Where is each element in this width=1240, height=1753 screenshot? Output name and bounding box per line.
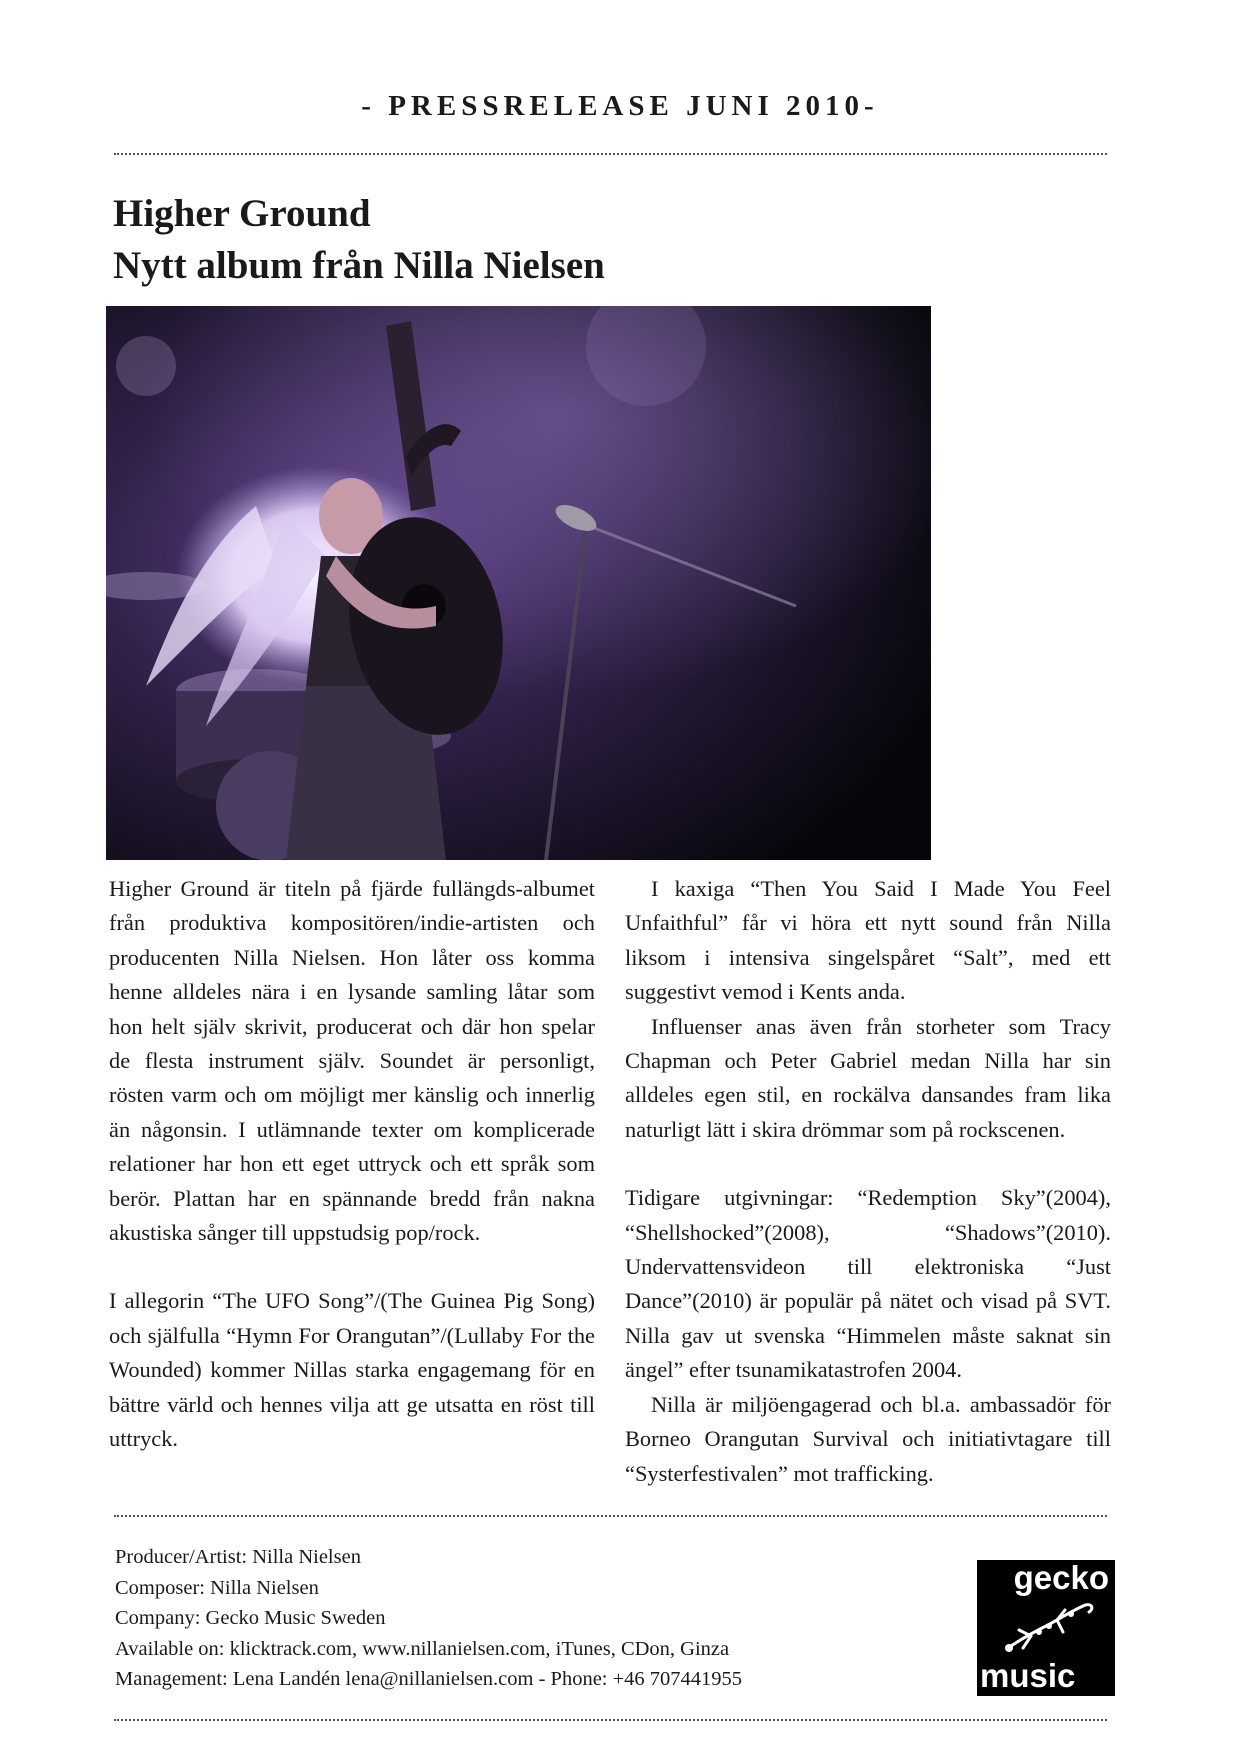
credit-management: Management: Lena Landén lena@nillanielsen.com - Phone: +46 707441955: [115, 1668, 743, 1691]
credits-block: [115, 1542, 742, 1695]
logo-text-bottom: music: [980, 1657, 1076, 1694]
divider-top: [114, 153, 1107, 155]
logo-text-top: gecko: [1013, 1559, 1109, 1596]
left-column: [109, 872, 595, 1457]
right-paragraph-4: Nilla är miljöengagerad och bl.a. ambassadör för Borneo Orangutan Survival och initiativtagare till “Systerfestivalen” mot trafficking.: [625, 1391, 1111, 1486]
credit-producer: Producer/Artist: Nilla Nielsen: [115, 1546, 361, 1568]
credit-available: Available on: klicktrack.com, www.nillanielsen.com, iTunes, CDon, Ginza: [115, 1637, 730, 1660]
concert-photo: [106, 306, 931, 860]
concert-photo-icon: [106, 306, 931, 860]
left-paragraph-1: Higher Ground är titeln på fjärde fullängds-albumet från produktiva kompositören/indie-artisten och producenten Nilla Nielsen. Hon låter oss komma henne alldeles nära i en lysande samling låtar som hon helt själv skrivit, producerat och där hon spelar de flesta instrument själv. Soundet är personligt, rösten varm och om möjligt mer känslig och innerlig än någonsin. I utlämnande texter om komplicerade relationer har hon ett eget uttryck och ett språk som berör. Plattan har en spännande bredd från nakna akustiska sånger till uppstudsig pop/rock.: [109, 876, 595, 1246]
right-paragraph-1: I kaxiga “Then You Said I Made You Feel Unfaithful” får vi höra ett nytt sound från Nilla liksom i intensiva singelspåret “Salt”, med ett suggestivt vemod i Kents anda.: [625, 876, 1111, 1005]
credit-company: Company: Gecko Music Sweden: [115, 1607, 386, 1630]
divider-middle: [114, 1515, 1107, 1517]
gecko-icon: [991, 1596, 1101, 1660]
divider-bottom: [114, 1719, 1107, 1721]
title-line-2: Nytt album från Nilla Nielsen: [113, 244, 605, 287]
right-paragraph-2: Influenser anas även från storheter som Tracy Chapman och Peter Gabriel medan Nilla har sin alldeles egen stil, en rockälva dansandes fram lika naturligt lätt i skira drömmar som på rockscenen.: [625, 1013, 1111, 1142]
gecko-music-logo: [977, 1560, 1115, 1696]
title-line-1: Higher Ground: [113, 192, 371, 235]
left-paragraph-2: I allegorin “The UFO Song”/(The Guinea Pig Song) och själfulla “Hymn For Orangutan”/(Lullaby For the Wounded) kommer Nillas starka engagemang för en bättre värld och hennes vilja att ge utsatta en röst till uttryck.: [109, 1288, 595, 1452]
right-paragraph-3: Tidigare utgivningar: “Redemption Sky”(2004), “Shellshocked”(2008), “Shadows”(2010). Undervattensvideon till elektroniska “Just Dance”(2010) är populär på nätet och visad på SVT. Nilla gav ut svenska “Himmelen måste saknat sin ängel” efter tsunamikatastrofen 2004.: [625, 1185, 1111, 1383]
right-column: [625, 872, 1111, 1491]
page-title: [113, 188, 605, 292]
credit-composer: Composer: Nilla Nielsen: [115, 1576, 319, 1599]
page-header: - PRESSRELEASE JUNI 2010-: [361, 90, 879, 122]
